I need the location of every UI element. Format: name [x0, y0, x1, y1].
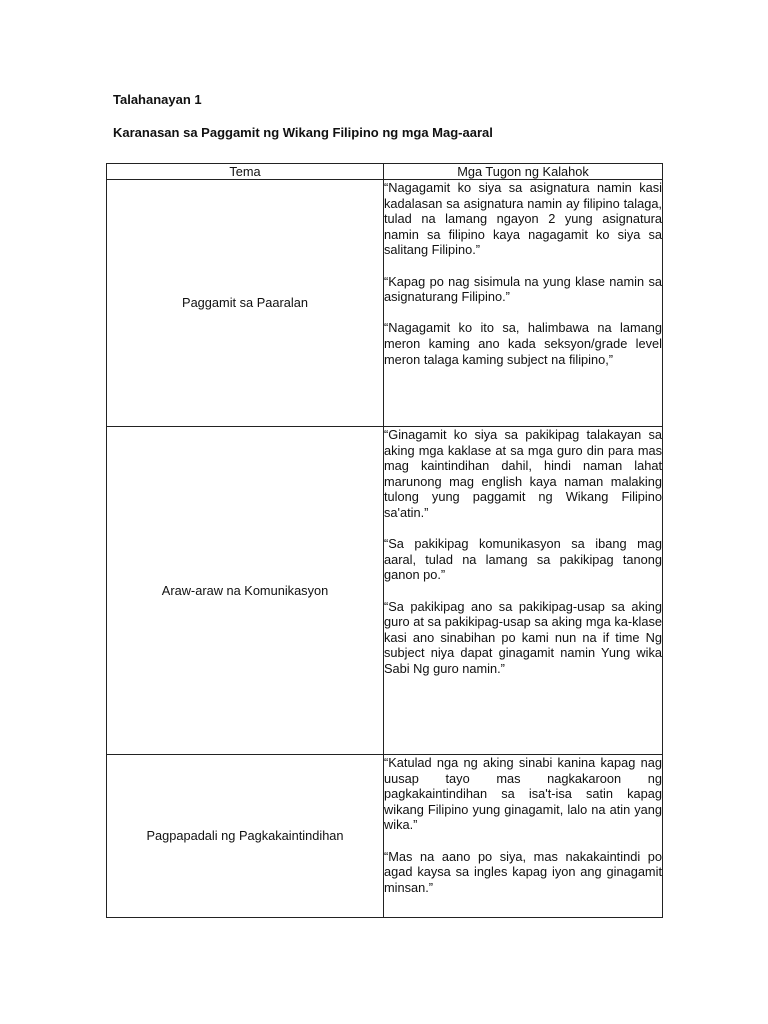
- header-tugon: Mga Tugon ng Kalahok: [384, 164, 663, 180]
- responses-cell: [384, 427, 663, 755]
- response-text: “Sa pakikipag komunikasyon sa ibang mag aaral, tulad na lamang sa pakikipag tanong ganon po.”: [384, 536, 662, 583]
- table-subtitle: Karanasan sa Paggamit ng Wikang Filipino ng mga Mag-aaral: [113, 125, 493, 140]
- response-text: “Katulad nga ng aking sinabi kanina kapag nag uusap tayo mas nagkakaroon ng pagkakaintindihan sa isa't-isa satin kapag wikang Filipino yung ginagamit, lalo na atin yang wika.”: [384, 755, 662, 833]
- response-text: “Ginagamit ko siya sa pakikipag talakayan sa aking mga kaklase at sa mga guro din para mas mag kaintindihan dahil, hindi naman lahat marunong mag english kaya naman malaking tulong yung paggamit ng Wikang Filipino sa'atin.”: [384, 427, 662, 520]
- theme-cell: Araw-araw na Komunikasyon: [107, 427, 384, 755]
- table-caption: Talahanayan 1: [113, 92, 202, 107]
- response-text: “Nagagamit ko siya sa asignatura namin kasi kadalasan sa asignatura namin ay filipino talaga, tulad na lamang ngayon 2 yung asignatura namin sa filipino kaya nagagamit ko siya sa salitang Filipino.”: [384, 180, 662, 258]
- response-text: “Kapag po nag sisimula na yung klase namin sa asignaturang Filipino.”: [384, 273, 662, 305]
- table-row: [107, 427, 663, 755]
- theme-cell: Pagpapadali ng Pagkakaintindihan: [107, 755, 384, 918]
- response-text: “Nagagamit ko ito sa, halimbawa na lamang meron kaming ano kada seksyon/grade level meron talaga kaming subject na filipino,”: [384, 320, 662, 367]
- table-header-row: [107, 164, 663, 180]
- response-text: “Sa pakikipag ano sa pakikipag-usap sa aking guro at sa pakikipag-usap sa aking mga ka-klase kasi ano sinabihan po kami nun na if time Ng subject niya dapat ginagamit namin Yung wika Sabi Ng guro namin.”: [384, 598, 662, 676]
- responses-cell: [384, 755, 663, 918]
- table-row: [107, 755, 663, 918]
- response-text: “Mas na aano po siya, mas nakakaintindi po agad kaysa sa ingles kapag iyon ang ginagamit minsan.”: [384, 848, 662, 895]
- theme-cell: Paggamit sa Paaralan: [107, 180, 384, 427]
- themes-table: [106, 163, 663, 918]
- table-row: [107, 180, 663, 427]
- header-tema: Tema: [107, 164, 384, 180]
- responses-cell: [384, 180, 663, 427]
